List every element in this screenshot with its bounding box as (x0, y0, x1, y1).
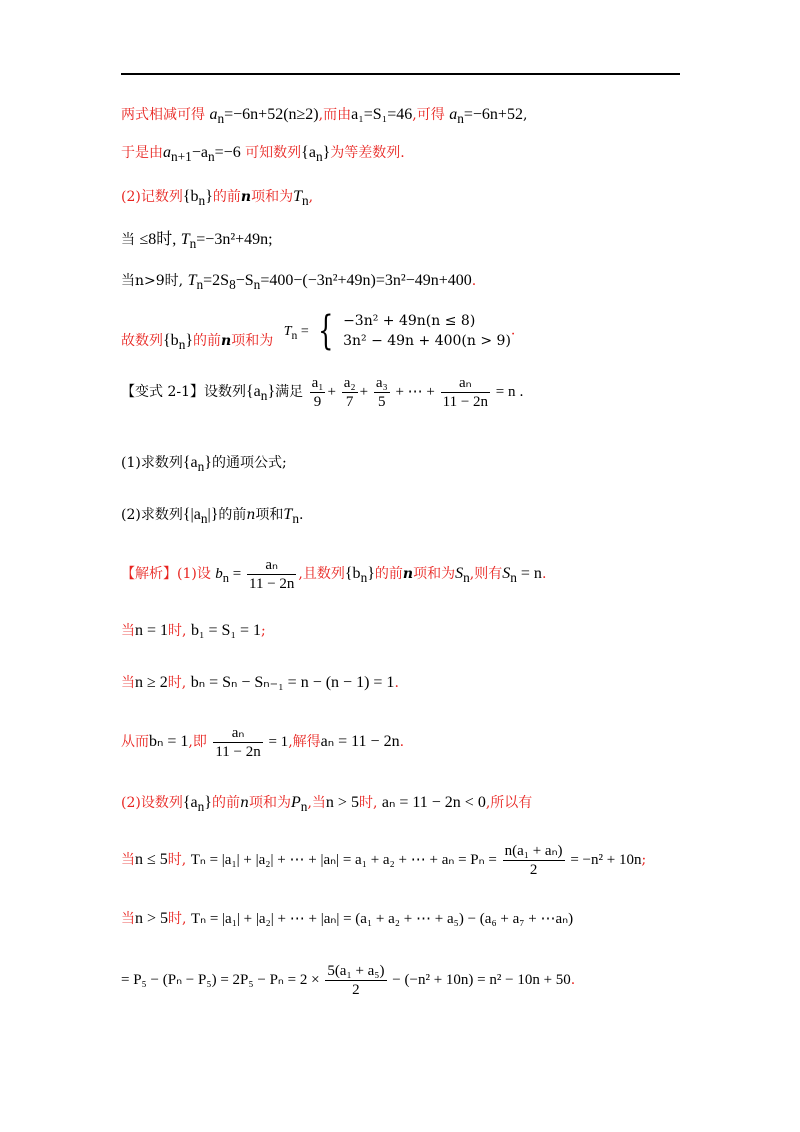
derivation-line-2: 于是由$a_{n+1}-a_n=-6$ 可知数列$\{a_n\}$为等差数列. (121, 144, 405, 165)
case-n-le-5: 当n ≤ 5时, Tₙ = |a₁| + |a₂| + ⋯ + |aₙ| = a₁ + a₂ + ⋯ + aₙ = Pₙ = $\frac{\text{n(a₁ + aₙ)}}{2}$ = −n² + 10n; (121, 843, 647, 878)
question-1: (1)求数列$\{a_n\}$的通项公式; (121, 454, 287, 475)
case-n-gt-5: 当n > 5时, Tₙ = |a₁| + |a₂| + ⋯ + |aₙ| = (a₁ + a₂ + ⋯ + a₅) − (a₆ + a₇ + ⋯aₙ) (121, 910, 574, 927)
part-2-intro: (2)记数列$\{b_n\}$的前n项和为$T_n$, (121, 188, 314, 209)
question-2: (2)求数列$\{|a_n|\}$的前n项和$T_n$. (121, 506, 304, 527)
piecewise-sum: 故数列$\{b_n\}$的前n项和为 $T_n$ = { −3n² + 49n(n ≤ 8) 3n² − 49n + 400(n > 9) . (121, 307, 516, 354)
derivation-line-1: 两式相减可得 $a_n=-6n+52(n\ge 2)$,而由a₁=S₁=46,可得 $a_n=-6n+52$, (121, 106, 528, 127)
solution-part-1: 【解析】(1)设 $b_n$ = $\frac{\text{aₙ}}{11 - 2n}$ ,且数列$\{b_n\}$的前n项和为$S_n$,则有$S_n = n$. (121, 557, 547, 592)
case-n-eq-1: 当n = 1时, b₁ = S₁ = 1; (121, 622, 266, 639)
variant-2-1-statement: 【变式 2-1】设数列$\{a_n\}$满足 $\frac{\text{a₁}}{9}$ + $\frac{\text{a₂}}{7}$ + $\frac{\text{a₃}}{5}$ + ⋯ + $\frac{\text{aₙ}}{11 - 2n}$ = n . (121, 375, 524, 410)
case-le-8: 当 ≤8时, $T_n=-3n^2+49n$; (121, 231, 273, 252)
header-rule (121, 73, 680, 75)
case-gt-9: 当n>9时, $T_n=2S_8-S_n=400-(-3n^2+49n)=3n^2-49n+400$. (121, 272, 477, 293)
solution-part-2: (2)设数列$\{a_n\}$的前n项和为$P_n$,当n > 5时, aₙ = 11 − 2n < 0,所以有 (121, 794, 533, 815)
solution-an: 从而bₙ = 1,即 $\frac{\text{aₙ}}{11 - 2n}$ = 1,解得aₙ = 11 − 2n. (121, 725, 405, 760)
case-n-ge-2: 当n ≥ 2时, bₙ = Sₙ − Sₙ₋₁ = n − (n − 1) = 1. (121, 674, 399, 691)
final-result: = P₅ − (Pₙ − P₅) = 2P₅ − Pₙ = 2 × $\frac{\text{5(a₁ + a₅)}}{2}$ − (−n² + 10n) = n² − 10n + 50. (121, 963, 576, 998)
